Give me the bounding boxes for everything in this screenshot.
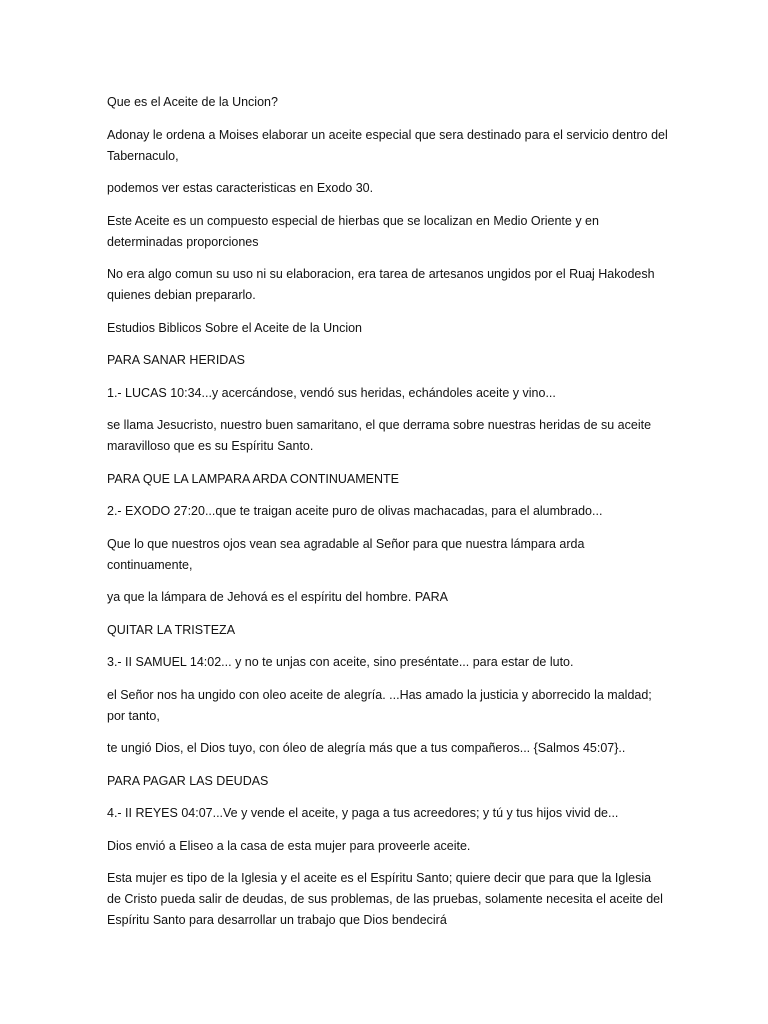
paragraph: Este Aceite es un compuesto especial de hierbas que se localizan en Medio Oriente y en determinadas proporciones [107, 213, 599, 249]
section-heading: PARA SANAR HERIDAS [107, 353, 246, 367]
paragraph: podemos ver estas caracteristicas en Exodo 30. [107, 181, 374, 195]
section-heading: PARA QUE LA LAMPARA ARDA CONTINUAMENTE [107, 471, 399, 486]
scripture-reference: 3.- II SAMUEL 14:02... y no te unjas con aceite, sino preséntate... para estar de luto. [107, 655, 574, 669]
scripture-reference: 4.- II REYES 04:07...Ve y vende el aceite, y paga a tus acreedores; y tú y tus hijos vivid de... [107, 806, 619, 820]
scripture-reference: 2.- EXODO 27:20...que te traigan aceite puro de olivas machacadas, para el alumbrado... [107, 504, 603, 518]
paragraph: el Señor nos ha ungido con oleo aceite de alegría. ...Has amado la justicia y aborrecido la maldad; por tanto, [107, 687, 652, 723]
section-heading: QUITAR LA TRISTEZA [107, 622, 236, 637]
document-title: Que es el Aceite de la Uncion? [107, 95, 278, 109]
section-heading: PARA PAGAR LAS DEUDAS [107, 773, 269, 788]
paragraph: Que lo que nuestros ojos vean sea agradable al Señor para que nuestra lámpara arda continuamente, [107, 536, 585, 572]
paragraph: Adonay le ordena a Moises elaborar un aceite especial que sera destinado para el servicio dentro del Tabernaculo, [107, 127, 668, 163]
paragraph: ya que la lámpara de Jehová es el espíritu del hombre. PARA [107, 590, 448, 604]
paragraph: se llama Jesucristo, nuestro buen samaritano, el que derrama sobre nuestras heridas de su aceite maravilloso que es su Espíritu Santo. [107, 418, 652, 453]
paragraph: No era algo comun su uso ni su elaboracion, era tarea de artesanos ungidos por el Ruaj Hakodesh quienes debian prepararlo. [107, 267, 655, 302]
paragraph: Dios envió a Eliseo a la casa de esta mujer para proveerle aceite. [107, 838, 471, 853]
section-subtitle: Estudios Biblicos Sobre el Aceite de la Uncion [107, 320, 363, 335]
paragraph: te ungió Dios, el Dios tuyo, con óleo de alegría más que a tus compañeros... {Salmos 45:07}.. [107, 741, 626, 755]
scripture-reference: 1.- LUCAS 10:34...y acercándose, vendó sus heridas, echándoles aceite y vino... [107, 385, 556, 400]
paragraph: Esta mujer es tipo de la Iglesia y el aceite es el Espíritu Santo; quiere decir que para que la Iglesia de Cristo pueda salir de deudas, de sus problemas, de las pruebas, solamente necesita el aceite del Espíritu Santo para desarrollar un trabajo que Dios bendecirá [107, 871, 663, 927]
